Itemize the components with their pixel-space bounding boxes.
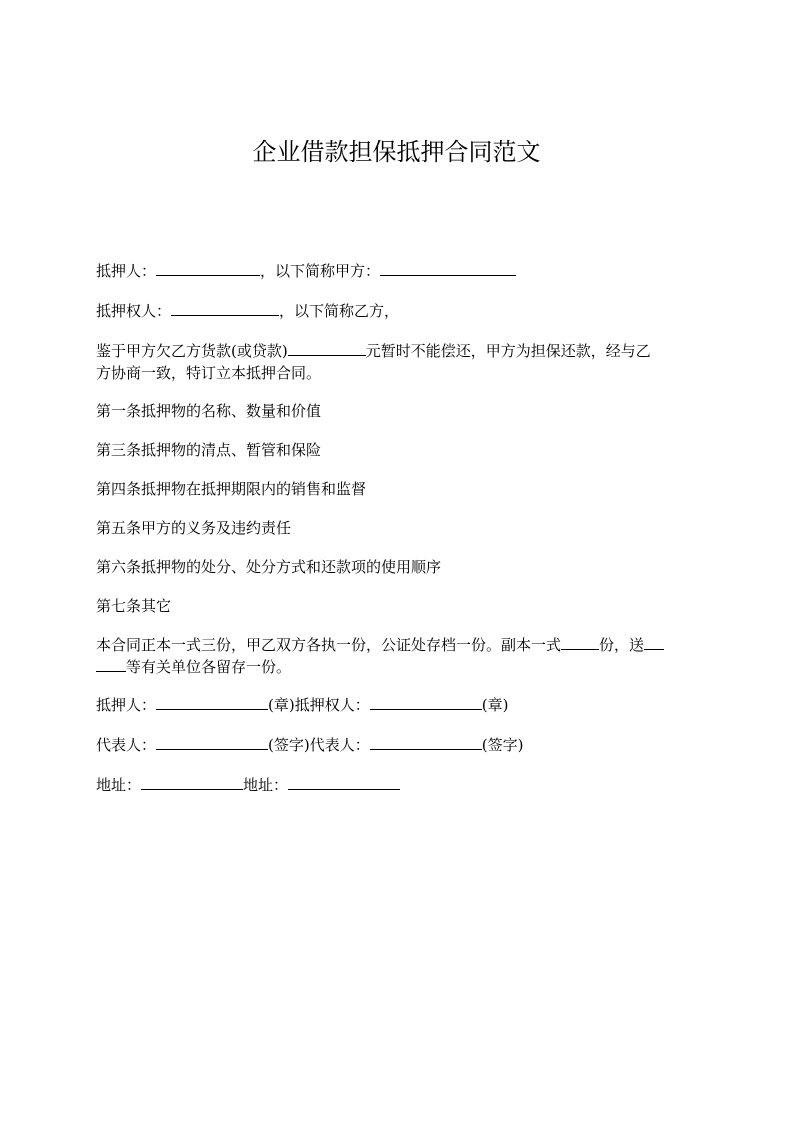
article-6: 第六条抵押物的处分、处分方式和还款项的使用顺序: [96, 558, 442, 576]
party-a-blank[interactable]: [380, 260, 516, 276]
article-1: 第一条抵押物的名称、数量和价值: [96, 402, 322, 420]
article-5: 第五条甲方的义务及违约责任: [96, 519, 292, 537]
recipient-blank-1[interactable]: [644, 634, 664, 650]
article-3: 第三条抵押物的清点、暂管和保险: [96, 441, 322, 459]
rep-b-signature-blank[interactable]: [370, 734, 482, 750]
mortgagee-line: 抵押权人： ，以下简称乙方，: [96, 302, 400, 320]
mortgagee-seal-blank[interactable]: [370, 694, 482, 710]
mortgagee-name-blank[interactable]: [171, 300, 279, 316]
preamble-paragraph: 鉴于甲方欠乙方货款(或贷款) 元暂时不能偿还，甲方为担保还款，经与乙 方协商一致，特订立本抵押合同。: [96, 342, 651, 382]
article-7: 第七条其它: [96, 597, 172, 615]
copies-count-blank[interactable]: [561, 634, 599, 650]
mortgagor-line: 抵押人： ，以下简称甲方：: [96, 260, 696, 282]
mortgagor-seal-blank[interactable]: [156, 694, 268, 710]
document-title: 企业借款担保抵押合同范文: [252, 138, 541, 166]
address-line: 地址： 地址：: [96, 774, 696, 796]
loan-amount-blank[interactable]: [288, 340, 366, 356]
rep-a-signature-blank[interactable]: [156, 734, 268, 750]
copies-paragraph: 本合同正本一式三份，甲乙双方各执一份，公证处存档一份。副本一式 份，送 等有关单位各留存一份。: [96, 634, 696, 678]
article-4: 第四条抵押物在抵押期限内的销售和监督: [96, 480, 367, 498]
mortgagor-name-blank[interactable]: [156, 260, 260, 276]
representative-line: 代表人： (签字)代表人： (签字): [96, 736, 524, 754]
address-b-blank[interactable]: [288, 774, 400, 790]
recipient-blank-2[interactable]: [96, 656, 126, 672]
address-a-blank[interactable]: [141, 774, 243, 790]
signature-seal-line: 抵押人： (章)抵押权人： (章): [96, 696, 509, 714]
